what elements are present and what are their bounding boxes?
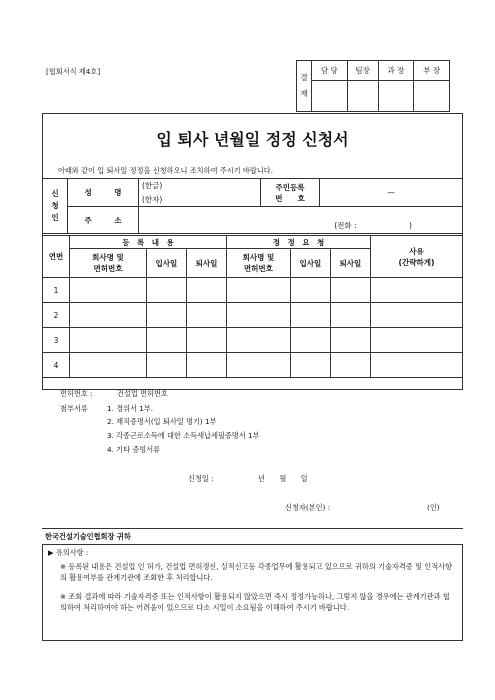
applicant-table — [42, 178, 463, 234]
approval-label — [297, 61, 312, 112]
table-cell[interactable] — [370, 328, 462, 353]
table-cell[interactable] — [226, 278, 290, 303]
signer-label: 신청자(본인) : — [285, 503, 331, 512]
note-item: ※ 등록된 내용은 건설업 인 허가, 건설업 면허갱신, 실적신고등 각종업무에 활용되고 있으므로 귀하의 기술자격증 및 인적사항의 활용여부를 관계기관에 조회한 후 처리합니다. — [60, 562, 453, 583]
table-row — [43, 303, 463, 328]
table-cell[interactable] — [290, 278, 330, 303]
row-number: 4 — [43, 353, 70, 378]
form-code: [협회서식 제4호] — [46, 67, 101, 76]
approval-role-team-lead: 팀장 — [347, 61, 378, 81]
table-cell[interactable] — [370, 303, 462, 328]
table-cell[interactable] — [70, 278, 147, 303]
table-cell[interactable] — [290, 303, 330, 328]
license-label: 면허번호 : — [60, 389, 93, 398]
corrected-leave-header: 퇴사일 — [330, 249, 370, 278]
table-cell[interactable] — [370, 353, 462, 378]
table-cell[interactable] — [70, 328, 147, 353]
seal-mark: (인) — [427, 503, 440, 512]
table-cell[interactable] — [330, 303, 370, 328]
registered-join-header: 입사일 — [146, 249, 186, 278]
attachment-item: 4. 기타 증빙서류 — [107, 445, 161, 454]
reason-header: 사유 (간략하게) — [370, 236, 462, 278]
name-field[interactable] — [139, 179, 261, 207]
table-cell[interactable] — [226, 353, 290, 378]
table-cell[interactable] — [226, 303, 290, 328]
approval-role-section-chief: 과 장 — [378, 61, 414, 81]
name-hanja: (한자) — [142, 194, 163, 204]
approval-role-staff: 담 당 — [312, 61, 348, 81]
row-number: 2 — [43, 303, 70, 328]
registered-company-header: 회사명 및 면허번호 — [70, 249, 147, 278]
name-hangul: (한글) — [142, 181, 163, 190]
table-cell[interactable] — [330, 278, 370, 303]
approval-role-department-head: 부 장 — [414, 61, 450, 81]
date-value[interactable]: 년 월 일 — [258, 474, 308, 483]
name-label: 성 명 — [68, 179, 139, 207]
intro-text: 아래와 같이 입 퇴사일 정정을 신청하오니 조치하여 주시기 바랍니다. — [58, 166, 273, 175]
addressee: 한국건설기술인협회장 귀하 — [45, 532, 131, 541]
license-value: 건설업 면허번호 — [117, 389, 168, 398]
address-field[interactable] — [139, 207, 463, 234]
approval-sign-department-head[interactable] — [414, 81, 450, 112]
table-cell[interactable] — [186, 278, 226, 303]
attachment-item: 3. 각종근로소득에 대한 소득세납세필증명서 1부 — [107, 431, 260, 440]
table-cell[interactable] — [146, 278, 186, 303]
table-cell[interactable] — [226, 328, 290, 353]
registered-header: 등 록 내 용 — [70, 236, 227, 249]
approval-sign-section-chief[interactable] — [378, 81, 414, 112]
attachment-item: 2. 재직증명서(입 퇴사일 명기) 1부 — [107, 417, 217, 426]
table-cell[interactable] — [146, 303, 186, 328]
approval-sign-staff[interactable] — [312, 81, 348, 112]
attachment-item: 1. 경위서 1부. — [107, 404, 154, 413]
correction-table — [42, 235, 463, 378]
table-cell[interactable] — [290, 353, 330, 378]
phone-field: (전화 : ) — [334, 221, 412, 230]
table-cell[interactable] — [330, 328, 370, 353]
table-cell[interactable] — [70, 303, 147, 328]
table-row — [43, 278, 463, 303]
approval-sign-team-lead[interactable] — [347, 81, 378, 112]
table-cell[interactable] — [330, 353, 370, 378]
corrected-join-header: 입사일 — [290, 249, 330, 278]
table-cell[interactable] — [186, 353, 226, 378]
table-cell[interactable] — [370, 278, 462, 303]
approval-box — [296, 60, 450, 112]
col-no-header: 연번 — [43, 236, 70, 278]
attachments-label: 첨부서류 — [60, 404, 88, 413]
corrected-header: 정 정 요 청 — [226, 236, 370, 249]
note-item: ※ 조회 결과에 따라 기술자격증 또는 인적사항이 활용되지 않았으면 즉시 정정가능하나, 그렇지 않을 경우에는 관계기관과 협의하여 처리하여야 하는 어려움이 있으므로 다소 시일이 소요됨을 이해하여 주시기 바랍니다. — [60, 592, 450, 613]
resident-number-label: 주민등록 번 호 — [261, 179, 320, 207]
corrected-company-header: 회사명 및 면허번호 — [226, 249, 290, 278]
table-cell[interactable] — [186, 328, 226, 353]
table-row — [43, 353, 463, 378]
table-cell[interactable] — [146, 353, 186, 378]
address-label: 주 소 — [68, 207, 139, 234]
divider — [42, 528, 463, 529]
approval-label-top: 결 — [300, 72, 308, 82]
row-number: 1 — [43, 278, 70, 303]
table-cell[interactable] — [70, 353, 147, 378]
date-label: 신청일 : — [188, 474, 214, 483]
row-number: 3 — [43, 328, 70, 353]
table-cell[interactable] — [290, 328, 330, 353]
approval-label-bottom: 재 — [300, 89, 308, 98]
resident-number-field[interactable]: — — [320, 179, 463, 207]
applicant-section-label: 신 청 인 — [43, 179, 68, 234]
table-cell[interactable] — [186, 303, 226, 328]
table-row — [43, 328, 463, 353]
page-title: 입 퇴사 년월일 정정 신청서 — [156, 130, 349, 149]
registered-leave-header: 퇴사일 — [186, 249, 226, 278]
notes-header: ▶ 유의사항 : — [48, 548, 89, 557]
table-cell[interactable] — [146, 328, 186, 353]
